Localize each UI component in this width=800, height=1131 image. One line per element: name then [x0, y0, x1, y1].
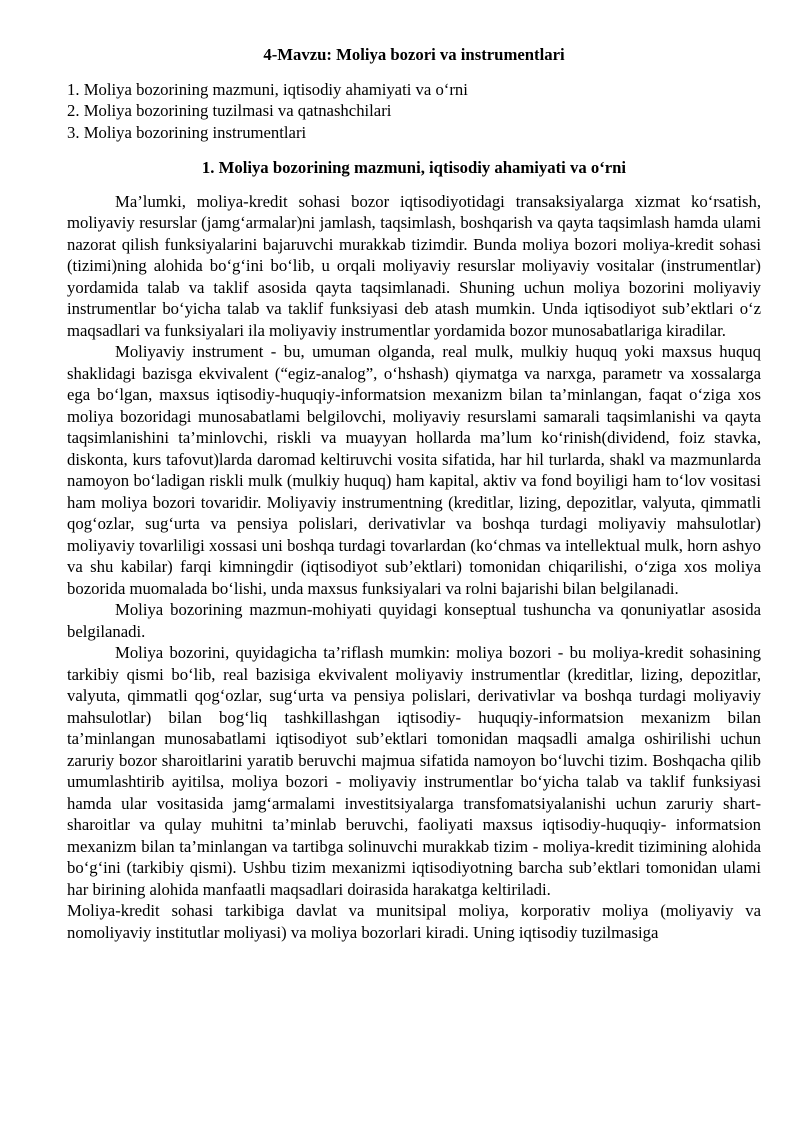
- toc-item: 3. Moliya bozorining instrumentlari: [67, 122, 307, 142]
- document-page: [67, 44, 761, 943]
- body-paragraph: Moliyaviy instrument - bu, umuman olganda, real mulk, mulkiy huquq yoki maxsus huquq shaklidagi bazisga ekvivalent (“egiz-analog”, o‘hshash) qiymatga va narxga, parametr va xossalarga ega bo‘lgan, maxsus iqtisodiy-huquqiy-informatsion mexanizm bilan ta’minlangan, faqat o‘ziga xos moliya bozoridagi munosabatlami belgilovchi, moliyaviy resurslami samarali taqsimlanishi va qayta taqsimlanishini ta’minlovchi, riskli va muayyan hollarda ma’lum ko‘rinish(dividend, foiz stavka, diskonta, kurs tafovut)larda daromad keltiruvchi vosita sifatida, har hil turlarda, shakl va mazmunlarda namoyon bo‘ladigan riskli mulk (mulkiy huquq) ham kapital, aktiv va fond boyiligi ham to‘lov vositasi ham moliya bozori tovaridir. Moliyaviy instrumentning (kreditlar, lizing, depozitlar, valyuta, qimmatli qog‘ozlar, sug‘urta va pensiya polislari, derivativlar va boshqa turdagi moliyaviy mahsulotlar) moliyaviy tovarliligi xossasi uni boshqa turdagi tovarlardan (ko‘chmas va intellektual mulk, horn ashyo va shu kabilar) farqi kimningdir (iqtisodiyot sub’ektlari) tomonidan chiqarilishi, o‘ziga xos moliya bozorida muomalada bo‘lishi, unda maxsus funksiyalari va rolni bajarishi bilan belgilanadi.: [67, 342, 761, 598]
- body-paragraph: Moliya-kredit sohasi tarkibiga davlat va munitsipal moliya, korporativ moliya (moliyaviy va nomoliyaviy institutlar moliyasi) va moliya bozorlari kiradi. Uning iqtisodiy tuzilmasiga: [67, 901, 761, 942]
- section-heading: 1. Moliya bozorining mazmuni, iqtisodiy ahamiyati va o‘rni: [201, 158, 627, 177]
- body-paragraph: Moliya bozorini, quyidagicha ta’riflash mumkin: moliya bozori - bu moliya-kredit sohasining tarkibiy qismi bo‘lib, real bazisiga ekvivalent moliyaviy instrumentlar (kreditlar, lizing, depozitlar, valyuta, qimmatli qog‘ozlar, sug‘urta va pensiya polislari, derivativlar va boshqa turdagi moliyaviy mahsulotlar) bilan bog‘liq tashkillashgan iqtisodiy- huquqiy-informatsion mexanizm bilan ta’minlangan munosabatlami iqtisodiyot sub’ektlari tomonidan maqsadli amalga oshirilishi uchun zaruriy bozor sharoitlarini yaratib beruvchi majmua sifatida namoyon bo‘luvchi tizim. Boshqacha qilib umumlashtirib ayitilsa, moliya bozori - moliyaviy instrumentlar bo‘yicha talab va taklif funksiyasi hamda ular vositasida jamg‘armalami investitsiyalarga transfomatsiyalanishi uchun zaruriy shart-sharoitlar va qulay muhitni ta’minlab beruvchi, faoliyati maxsus iqtisodiy-huquqiy- informatsion mexanizm bilan ta’minlangan va tartibga solinuvchi murakkab tizim - moliya-kredit tizimining alohida bo‘g‘ini (tarkibiy qismi). Ushbu tizim mexanizmi iqtisodiyotning barcha sub’ektlari tomonidan ulami har birining alohida manfaatli maqsadlari doirasida harakatga keltiriladi.: [67, 643, 761, 899]
- body-paragraph: Moliya bozorining mazmun-mohiyati quyidagi konseptual tushuncha va qonuniyatlar asosida belgilanadi.: [67, 600, 761, 641]
- body-paragraph: Ma’lumki, moliya-kredit sohasi bozor iqtisodiyotidagi transaksiyalarga xizmat ko‘rsatish, moliyaviy resurslar (jamg‘armalar)ni jamlash, taqsimlash, boshqarish va qayta taqsimlash hamda ulami nazorat qilish funksiyalarini bajaruvchi murakkab tizimdir. Bunda moliya bozori moliya-kredit sohasi (tizimi)ning alohida bo‘g‘ini bo‘lib, u orqali moliyaviy resurslar moliyaviy vositalar (instrumentlar) yordamida talab va taklif asosida qayta taqsimlanadi. Shuning uchun moliya bozorini moliyaviy instrumentlar bo‘yicha talab va taklif funksiyasi deb atash mumkin. Unda iqtisodiyot sub’ektlari o‘z maqsadlari va funksiyalari ila moliyaviy instrumentlar yordamida bozor munosabatlariga kiradilar.: [67, 191, 761, 340]
- table-of-contents: [67, 79, 761, 144]
- toc-item: 2. Moliya bozorining tuzilmasi va qatnashchilari: [67, 101, 392, 120]
- toc-item: 1. Moliya bozorining mazmuni, iqtisodiy ahamiyati va o‘rni: [67, 79, 468, 99]
- document-title: 4-Mavzu: Moliya bozori va instrumentlari: [263, 45, 565, 64]
